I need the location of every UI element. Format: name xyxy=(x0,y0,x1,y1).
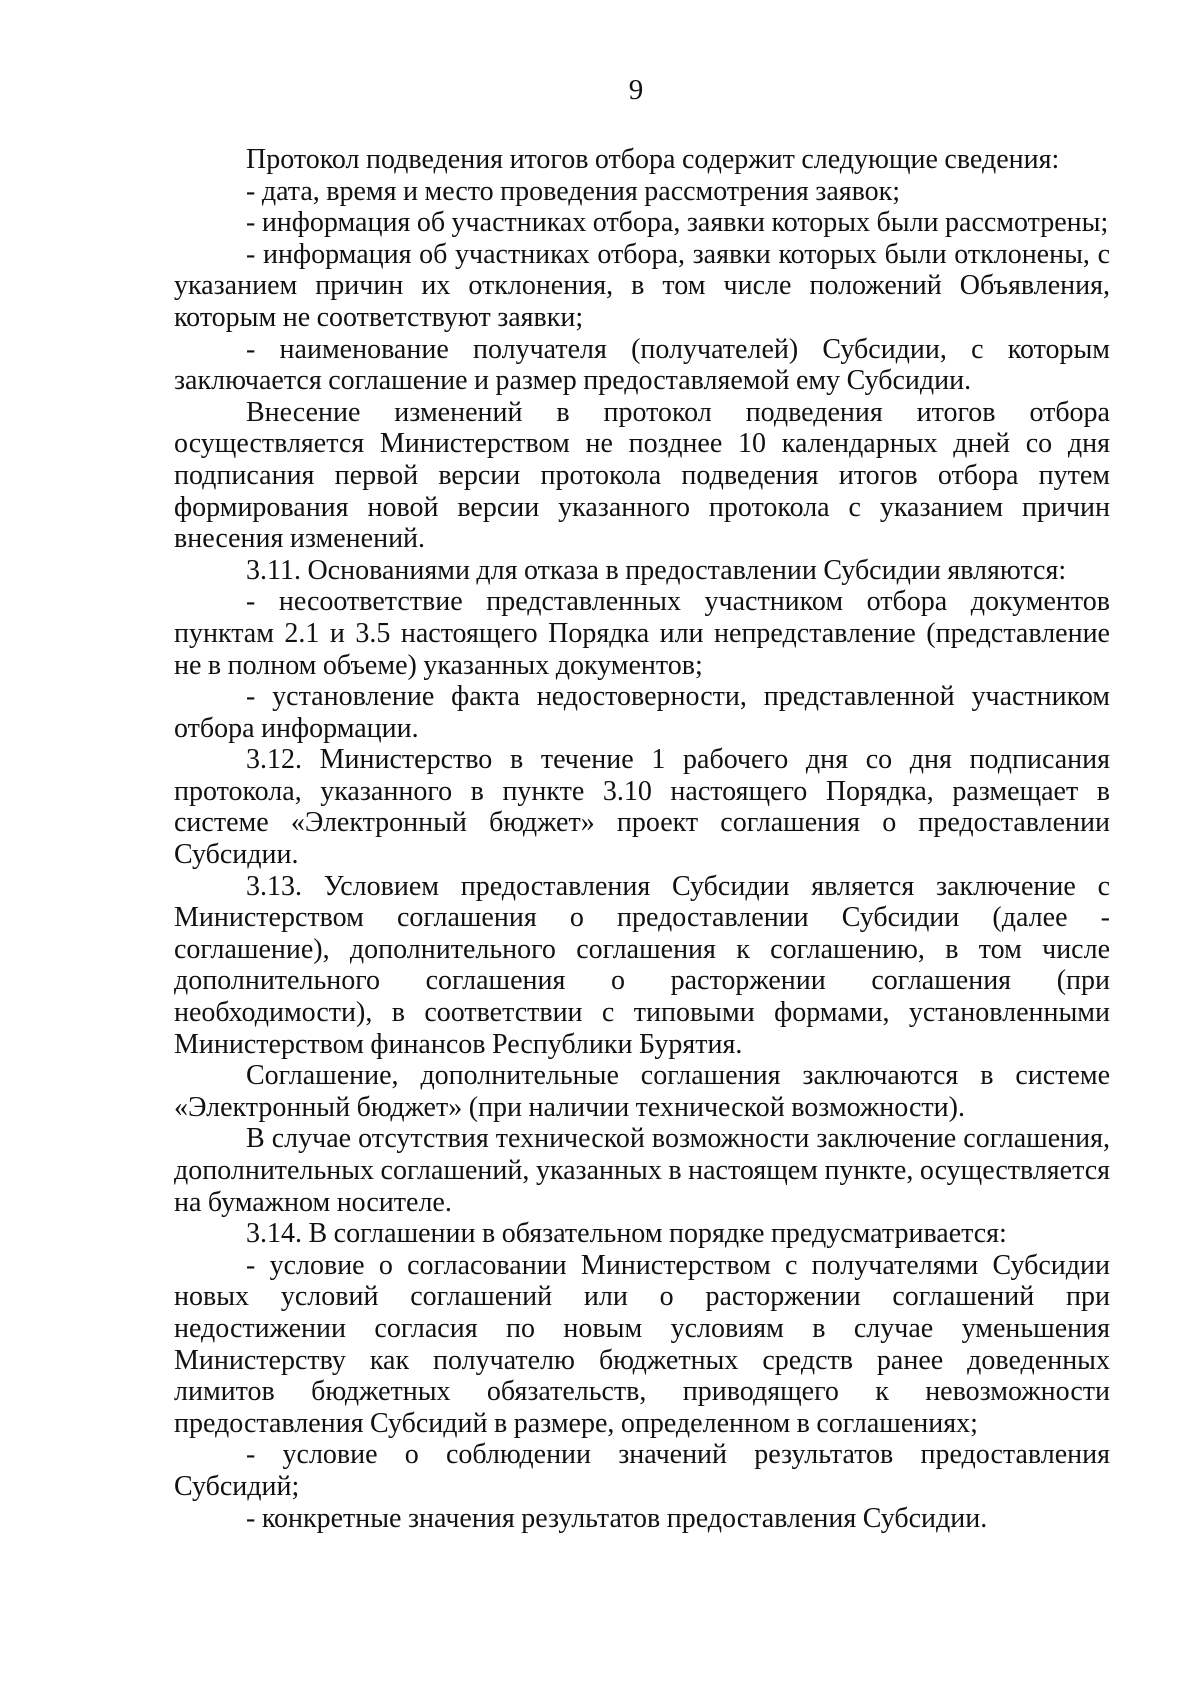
list-item-recipient-name: - наименование получателя (получателей) Субсидии, с которым заключается соглашение и размер предоставляемой ему Субсидии. xyxy=(174,333,1110,397)
list-item-documents-mismatch: - несоответствие представленных участником отбора документов пунктам 2.1 и 3.5 настоящего Порядка или непредставление (представление не в полном объеме) указанных документов; xyxy=(174,586,1110,681)
paragraph-agreement-system: Соглашение, дополнительные соглашения заключаются в системе «Электронный бюджет» (при наличии технической возможности). xyxy=(174,1060,1110,1123)
paragraph-protocol-changes: Внесение изменений в протокол подведения итогов отбора осуществляется Министерством не позднее 10 календарных дней со дня подписания первой версии протокола подведения итогов отбора путем формирования новой версии указанного протокола с указанием причин внесения изменений. xyxy=(174,396,1110,555)
list-item-false-information: - установление факта недостоверности, представленной участником отбора информации. xyxy=(174,681,1110,744)
list-item-participants-reviewed: - информация об участниках отбора, заявки которых были рассмотрены; xyxy=(246,207,1109,239)
list-item-participants-rejected: - информация об участниках отбора, заявки которых были отклонены, с указанием причин их отклонения, в том числе положений Объявления, которым не соответствуют заявки; xyxy=(174,238,1110,333)
page-number: 9 xyxy=(628,74,644,106)
paragraph-3-12: 3.12. Министерство в течение 1 рабочего дня со дня подписания протокола, указанного в пункте 3.10 настоящего Порядка, размещает в системе «Электронный бюджет» проект соглашения о предоставлении Субсидии. xyxy=(174,744,1110,871)
document-body xyxy=(174,144,1110,1534)
paragraph-protocol-contents: Протокол подведения итогов отбора содержит следующие сведения: xyxy=(246,144,1060,175)
list-item-results-compliance: - условие о соблюдении значений результатов предоставления Субсидий; xyxy=(174,1439,1110,1502)
paragraph-paper-agreement: В случае отсутствия технической возможности заключение соглашения, дополнительных соглашений, указанных в настоящем пункте, осуществляется на бумажном носителе. xyxy=(174,1123,1110,1218)
paragraph-3-11: 3.11. Основаниями для отказа в предоставлении Субсидии являются: xyxy=(246,554,1067,586)
list-item-new-conditions: - условие о согласовании Министерством с получателями Субсидии новых условий соглашений или о расторжении соглашений при недостижении согласия по новым условиям в случае уменьшения Министерству как получателю бюджетных средств ранее доведенных лимитов бюджетных обязательств, приводящего к невозможности предоставления Субсидий в размере, определенном в соглашениях; xyxy=(174,1249,1110,1439)
paragraph-3-14: 3.14. В соглашении в обязательном порядке предусматривается: xyxy=(246,1218,1007,1250)
list-item-date-time-place: - дата, время и место проведения рассмотрения заявок; xyxy=(246,175,901,207)
list-item-result-values: - конкретные значения результатов предоставления Субсидии. xyxy=(246,1502,988,1534)
paragraph-3-13: 3.13. Условием предоставления Субсидии является заключение с Министерством соглашения о предоставлении Субсидии (далее - соглашение), дополнительного соглашения к соглашению, в том числе дополнительного соглашения о расторжении соглашения (при необходимости), в соответствии с типовыми формами, установленными Министерством финансов Республики Бурятия. xyxy=(174,870,1110,1060)
